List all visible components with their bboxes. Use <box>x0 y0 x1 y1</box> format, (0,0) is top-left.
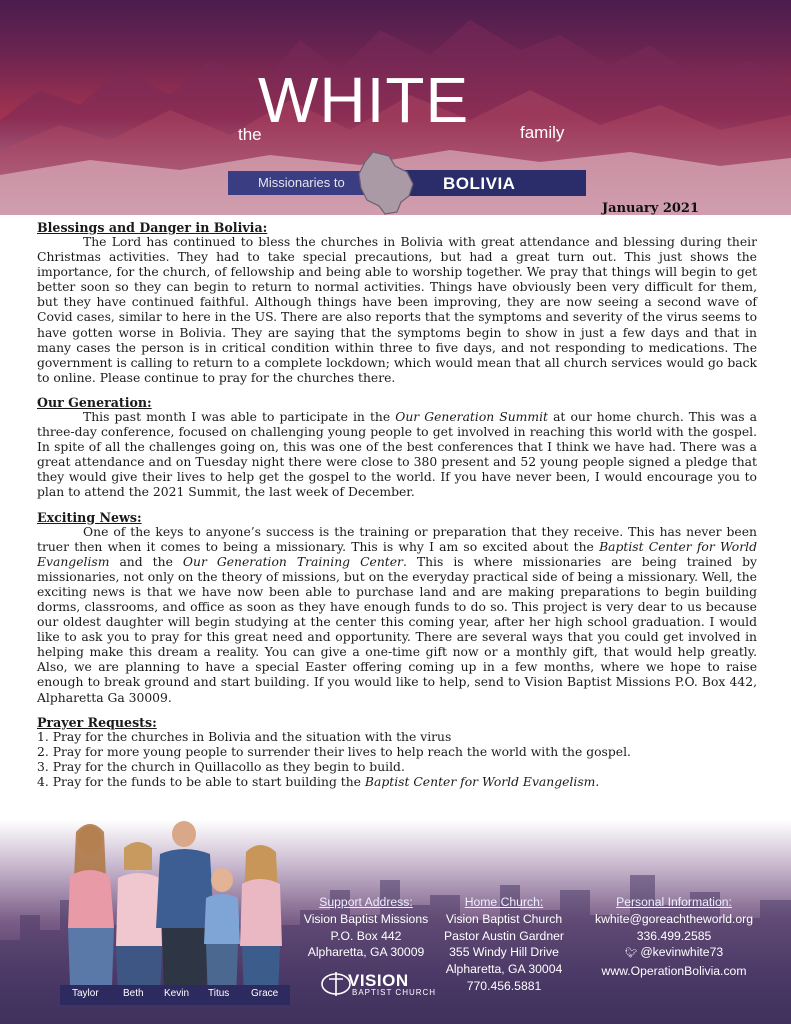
church-line: Alpharetta, GA 30004 <box>445 962 563 977</box>
family-name: Kevin <box>164 988 190 999</box>
personal-info-heading: Personal Information: <box>616 895 732 909</box>
title-white: WHITE <box>258 64 470 136</box>
home-church-column <box>440 894 568 995</box>
support-address-heading: Support Address: <box>319 895 413 909</box>
personal-info-column <box>574 894 774 980</box>
prayer-item: 4. Pray for the funds to be able to start building the Baptist Center for World Evangelism. <box>37 774 600 789</box>
section-heading: Exciting News: <box>37 509 142 525</box>
section-heading: Prayer Requests: <box>37 714 157 730</box>
bolivia-map-icon <box>355 150 417 216</box>
support-line: Alpharetta, GA 30009 <box>307 945 425 960</box>
title-the: the <box>238 125 262 144</box>
family-name: Grace <box>251 988 279 999</box>
prayer-list <box>37 730 757 790</box>
website-link[interactable]: www.OperationBolivia.com <box>601 964 747 979</box>
church-line: 355 Windy Hill Drive <box>449 945 559 960</box>
logo-subtitle: BAPTIST CHURCH <box>352 988 437 997</box>
prayer-item: 1. Pray for the churches in Bolivia and the situation with the virus <box>37 729 452 744</box>
section-paragraph: This past month I was able to participate in the Our Generation Summit at our home church. This was a three-day conference, focused on challenging young people to get involved in reaching this world with the gospel. In spite of all the challenges going on, this was one of the best conferences that I think we have had. There was a great attendance and on Tuesday night there were close to 380 present and 52 young people signed a pledge that they would give their lives to help get the gospel to the world. If you have never been, I would encourage you to plan to attend the 2021 Summit, the last week of December. <box>37 409 758 500</box>
family-photo <box>42 818 292 1006</box>
home-church-heading: Home Church: <box>464 895 544 909</box>
family-name: Titus <box>208 988 230 999</box>
newsletter-body <box>37 220 757 790</box>
title-family: family <box>520 123 565 142</box>
church-line: Pastor Austin Gardner <box>444 928 564 943</box>
section-paragraph: The Lord has continued to bless the churches in Bolivia with great attendance and blessing during their Christmas activities. They had to take special precautions, but had a great turn out. This just shows the importance, for the church, of fellowship and being able to worship together. We pray that things will begin to get better soon so they can begin to return to normal activities. Things have obviously been very difficult for them, but they have continued faithful. Although things have been improving, they are now seeing a second wave of Covid cases, similar to here in the US. There are also reports that the symptoms and severity of the virus seems to have gotten worse in Bolivia. They are saying that the symptoms begin to show in just a few days and that in many cases the person is in critical condition within three to five days, and not responding to medications. The government is calling to return to a complete lockdown; which would mean that all church services would go back to online. Please continue to pray for the churches there. <box>37 235 757 385</box>
section-paragraph: One of the keys to anyone’s success is the training or preparation that they receive. This has never been truer then when it comes to being a missionary. This is why I am so excited about the Baptist Center for World Evangelism and the Our Generation Training Center. This is where missionaries are being trained by missionaries, not only on the theory of missions, but on the everyday practical side of being a missionary. Well, the exciting news is that we have now been able to purchase land and are making preparations to begin building dorms, classrooms, and office as soon as they have enough funds to do so. This project is very dear to us because our oldest daughter will begin studying at the center this coming year, after her high school graduation. I would like to ask you to pray for this great need and opportunity. There are several ways that you could get involved in helping make this dream a reality. You can give a one-time gift now or a monthly gift, that would help greatly. Also, we are planning to have a special Easter offering coming up in a few months, where we hope to raise enough to break ground and start building. If you would like to help, send to Vision Baptist Missions P.O. Box 442, Alpharetta Ga 30009. <box>37 524 757 705</box>
support-address-column <box>298 894 434 961</box>
missionaries-to-label: Missionaries to <box>258 175 345 190</box>
prayer-item: 2. Pray for more young people to surrender their lives to help reach the world with the gospel. <box>37 744 631 759</box>
section-heading: Our Generation: <box>37 394 152 410</box>
church-line: 770.456.5881 <box>466 978 542 993</box>
phone-number: 336.499.2585 <box>636 928 712 943</box>
support-line: Vision Baptist Missions <box>303 911 429 926</box>
logo-wordmark: VISION <box>348 971 409 990</box>
section-heading: Blessings and Danger in Bolivia: <box>37 220 268 235</box>
church-line: Vision Baptist Church <box>445 911 563 926</box>
email-link[interactable]: kwhite@goreachtheworld.org <box>594 911 754 926</box>
country-label: BOLIVIA <box>443 174 516 193</box>
twitter-handle[interactable]: 🐦︎ @kevinwhite73 <box>624 945 724 960</box>
newsletter-date: January 2021 <box>602 201 700 216</box>
family-name: Beth <box>123 988 144 999</box>
family-name: Taylor <box>72 988 99 999</box>
twitter-icon: 🐦︎ <box>624 948 641 960</box>
prayer-item: 3. Pray for the church in Quillacollo as they begin to build. <box>37 759 405 774</box>
support-line: P.O. Box 442 <box>330 928 402 943</box>
